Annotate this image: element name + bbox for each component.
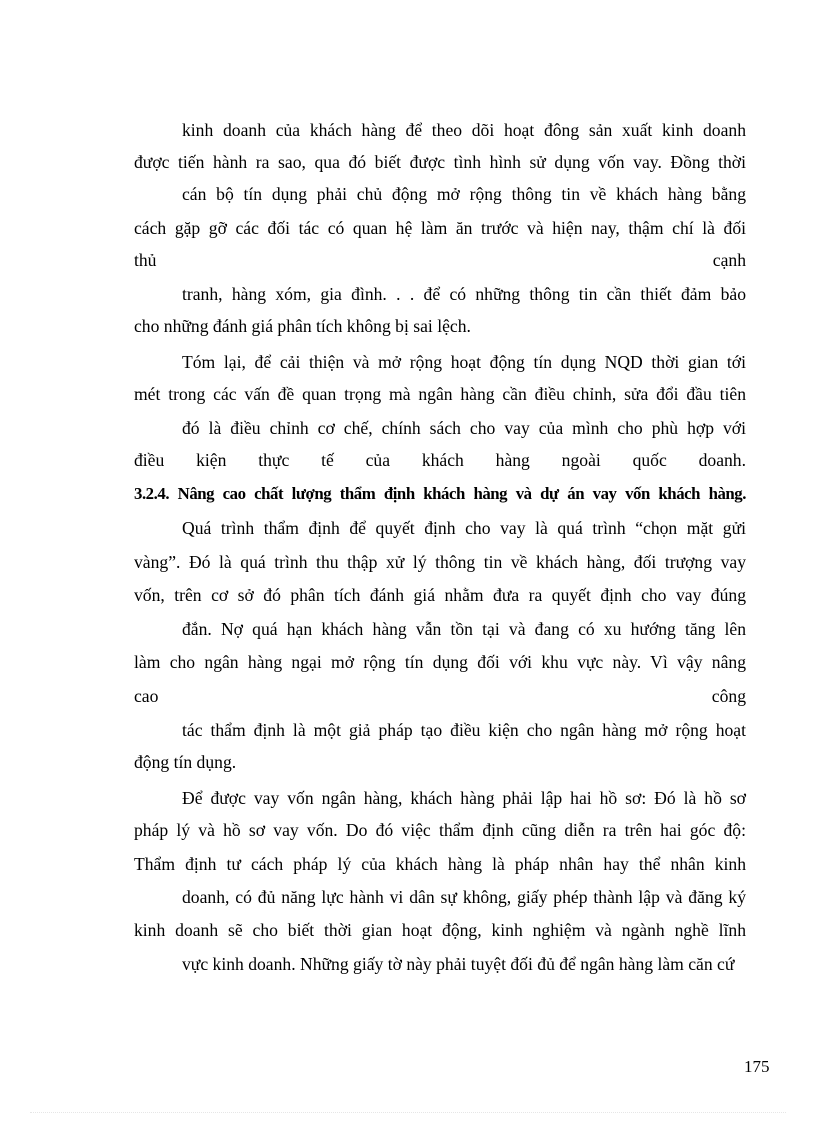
text-line: pháp lý và hồ sơ vay vốn. Do đó việc thẩm định cũng diễn ra trên hai góc độ: (134, 820, 746, 840)
text-line: Thẩm định tư cách pháp lý của khách hàng là pháp nhân hay thể nhân kinh (134, 854, 746, 874)
text-line: tranh, hàng xóm, gia đình. . . để có những thông tin cần thiết đảm bảo (182, 284, 746, 304)
section-heading: 3.2.4. Nâng cao chất lượng thẩm định khách hàng và dự án vay vốn khách hàng. (134, 484, 746, 503)
text-line: cán bộ tín dụng phải chủ động mở rộng thông tin về khách hàng bằng (182, 184, 746, 204)
text-word: cao (134, 686, 159, 706)
text-line: vàng”. Đó là quá trình thu thập xử lý thông tin về khách hàng, đối trượng vay (134, 552, 746, 572)
text-word: cạnh (712, 250, 746, 270)
text-line: làm cho ngân hàng ngại mở rộng tín dụng đối với khu vực này. Vì vậy nâng (134, 652, 746, 672)
text-line: Quá trình thẩm định để quyết định cho vay là quá trình “chọn mặt gửi (182, 518, 746, 538)
text-line: kinh doanh của khách hàng để theo dõi hoạt đông sản xuất kinh doanh (182, 120, 746, 140)
text-line: được tiến hành ra sao, qua đó biết được tình hình sử dụng vốn vay. Đồng thời (134, 152, 746, 172)
text-line: Để được vay vốn ngân hàng, khách hàng phải lập hai hồ sơ: Đó là hồ sơ (182, 788, 746, 808)
text-line: tác thẩm định là một giả pháp tạo điều kiện cho ngân hàng mở rộng hoạt (182, 720, 746, 740)
text-line: động tín dụng. (134, 752, 237, 772)
text-line (134, 249, 746, 271)
page-divider (30, 1112, 786, 1113)
text-word: công (711, 686, 746, 706)
text-line: Tóm lại, để cải thiện và mở rộng hoạt động tín dụng NQD thời gian tới (182, 352, 746, 372)
text-line: cho những đánh giá phân tích không bị sai lệch. (134, 316, 471, 336)
text-line (134, 685, 746, 707)
text-line: doanh, có đủ năng lực hành vi dân sự không, giấy phép thành lập và đăng ký (182, 887, 746, 907)
text-line: mét trong các vấn đề quan trọng mà ngân hàng cần điều chỉnh, sửa đổi đầu tiên (134, 384, 746, 404)
text-line: kinh doanh sẽ cho biết thời gian hoạt động, kinh nghiệm và ngành nghề lĩnh (134, 920, 746, 940)
text-line: điều kiện thực tế của khách hàng ngoài quốc doanh. (134, 450, 746, 470)
text-line: vực kinh doanh. Những giấy tờ này phải tuyệt đối đủ để ngân hàng làm căn cứ (182, 954, 735, 974)
text-line: đó là điều chỉnh cơ chế, chính sách cho vay của mình cho phù hợp với (182, 418, 746, 438)
text-line: đắn. Nợ quá hạn khách hàng vẫn tồn tại và đang có xu hướng tăng lên (182, 619, 746, 639)
text-line: cách gặp gỡ các đối tác có quan hệ làm ăn trước và hiện nay, thậm chí là đối (134, 218, 746, 238)
page-number: 175 (744, 1057, 770, 1076)
text-line: vốn, trên cơ sở đó phân tích đánh giá nhằm đưa ra quyết định cho vay đúng (134, 585, 746, 605)
text-word: thủ (134, 250, 157, 270)
